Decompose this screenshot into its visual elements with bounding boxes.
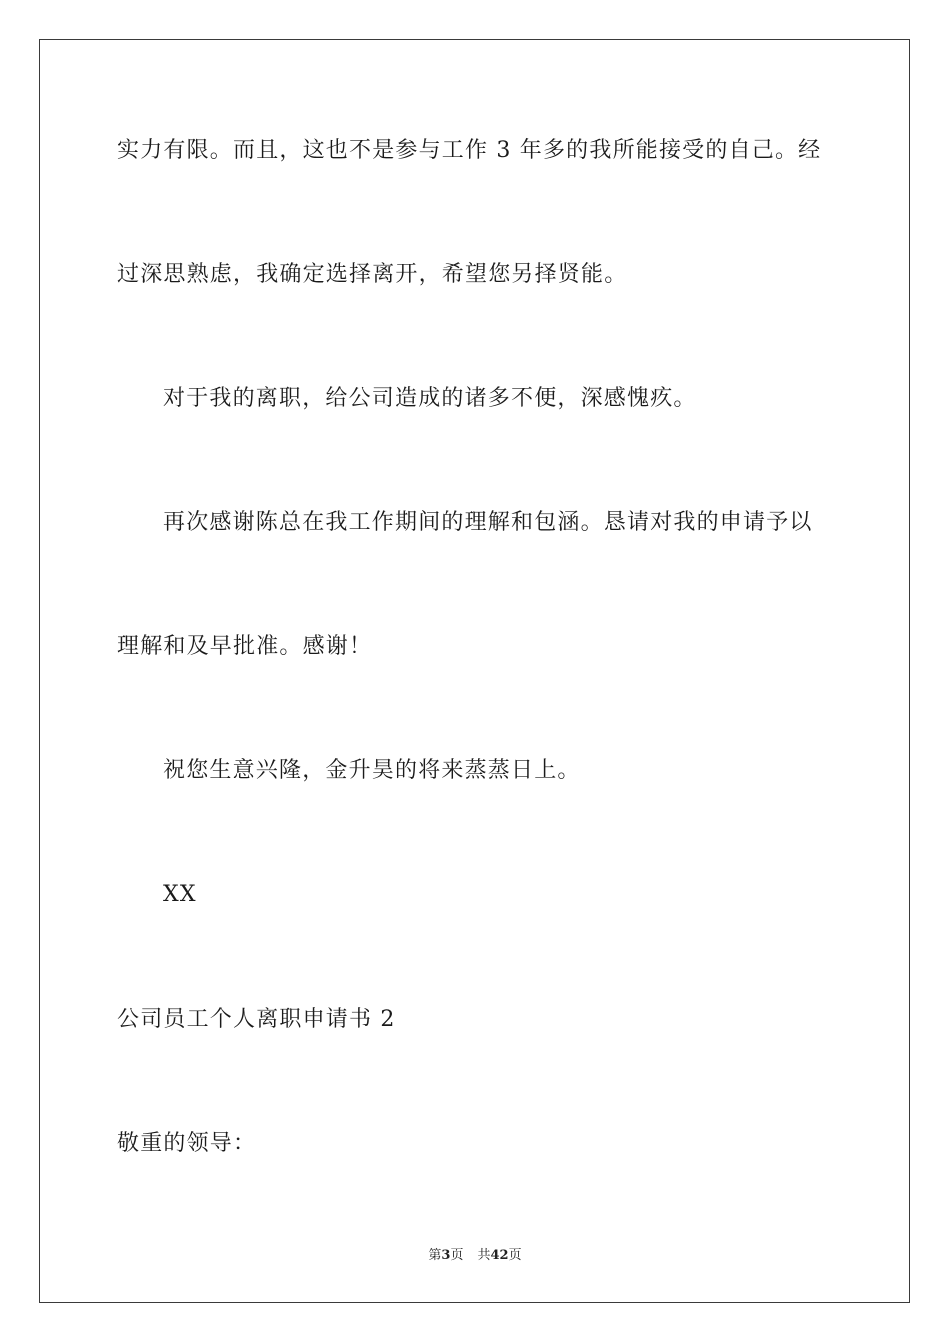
- paragraph-line-4: 再次感谢陈总在我工作期间的理解和包涵。恳请对我的申请予以: [163, 510, 813, 535]
- paragraph-line-5: 理解和及早批准。感谢！: [117, 634, 373, 659]
- paragraph-line-6: 祝您生意兴隆，金升昊的将来蒸蒸日上。: [163, 758, 581, 783]
- paragraph-line-1: 实力有限。而且，这也不是参与工作 3 年多的我所能接受的自己。经: [117, 138, 822, 163]
- total-suffix: 页: [508, 1248, 522, 1263]
- page-border: [39, 39, 910, 1303]
- page-suffix: 页: [450, 1248, 464, 1263]
- total-prefix: 共: [477, 1248, 491, 1263]
- paragraph-line-3: 对于我的离职，给公司造成的诸多不便，深感愧疚。: [163, 386, 697, 411]
- page-number: 3: [441, 1248, 451, 1263]
- paragraph-line-2: 过深思熟虑，我确定选择离开，希望您另择贤能。: [117, 262, 628, 287]
- page-prefix: 第: [428, 1248, 442, 1263]
- signature-line: XX: [163, 882, 197, 907]
- section-heading: 公司员工个人离职申请书 2: [117, 1007, 396, 1032]
- total-pages: 42: [490, 1248, 509, 1263]
- salutation-line: 敬重的领导：: [117, 1131, 257, 1156]
- page-footer: [0, 1247, 950, 1265]
